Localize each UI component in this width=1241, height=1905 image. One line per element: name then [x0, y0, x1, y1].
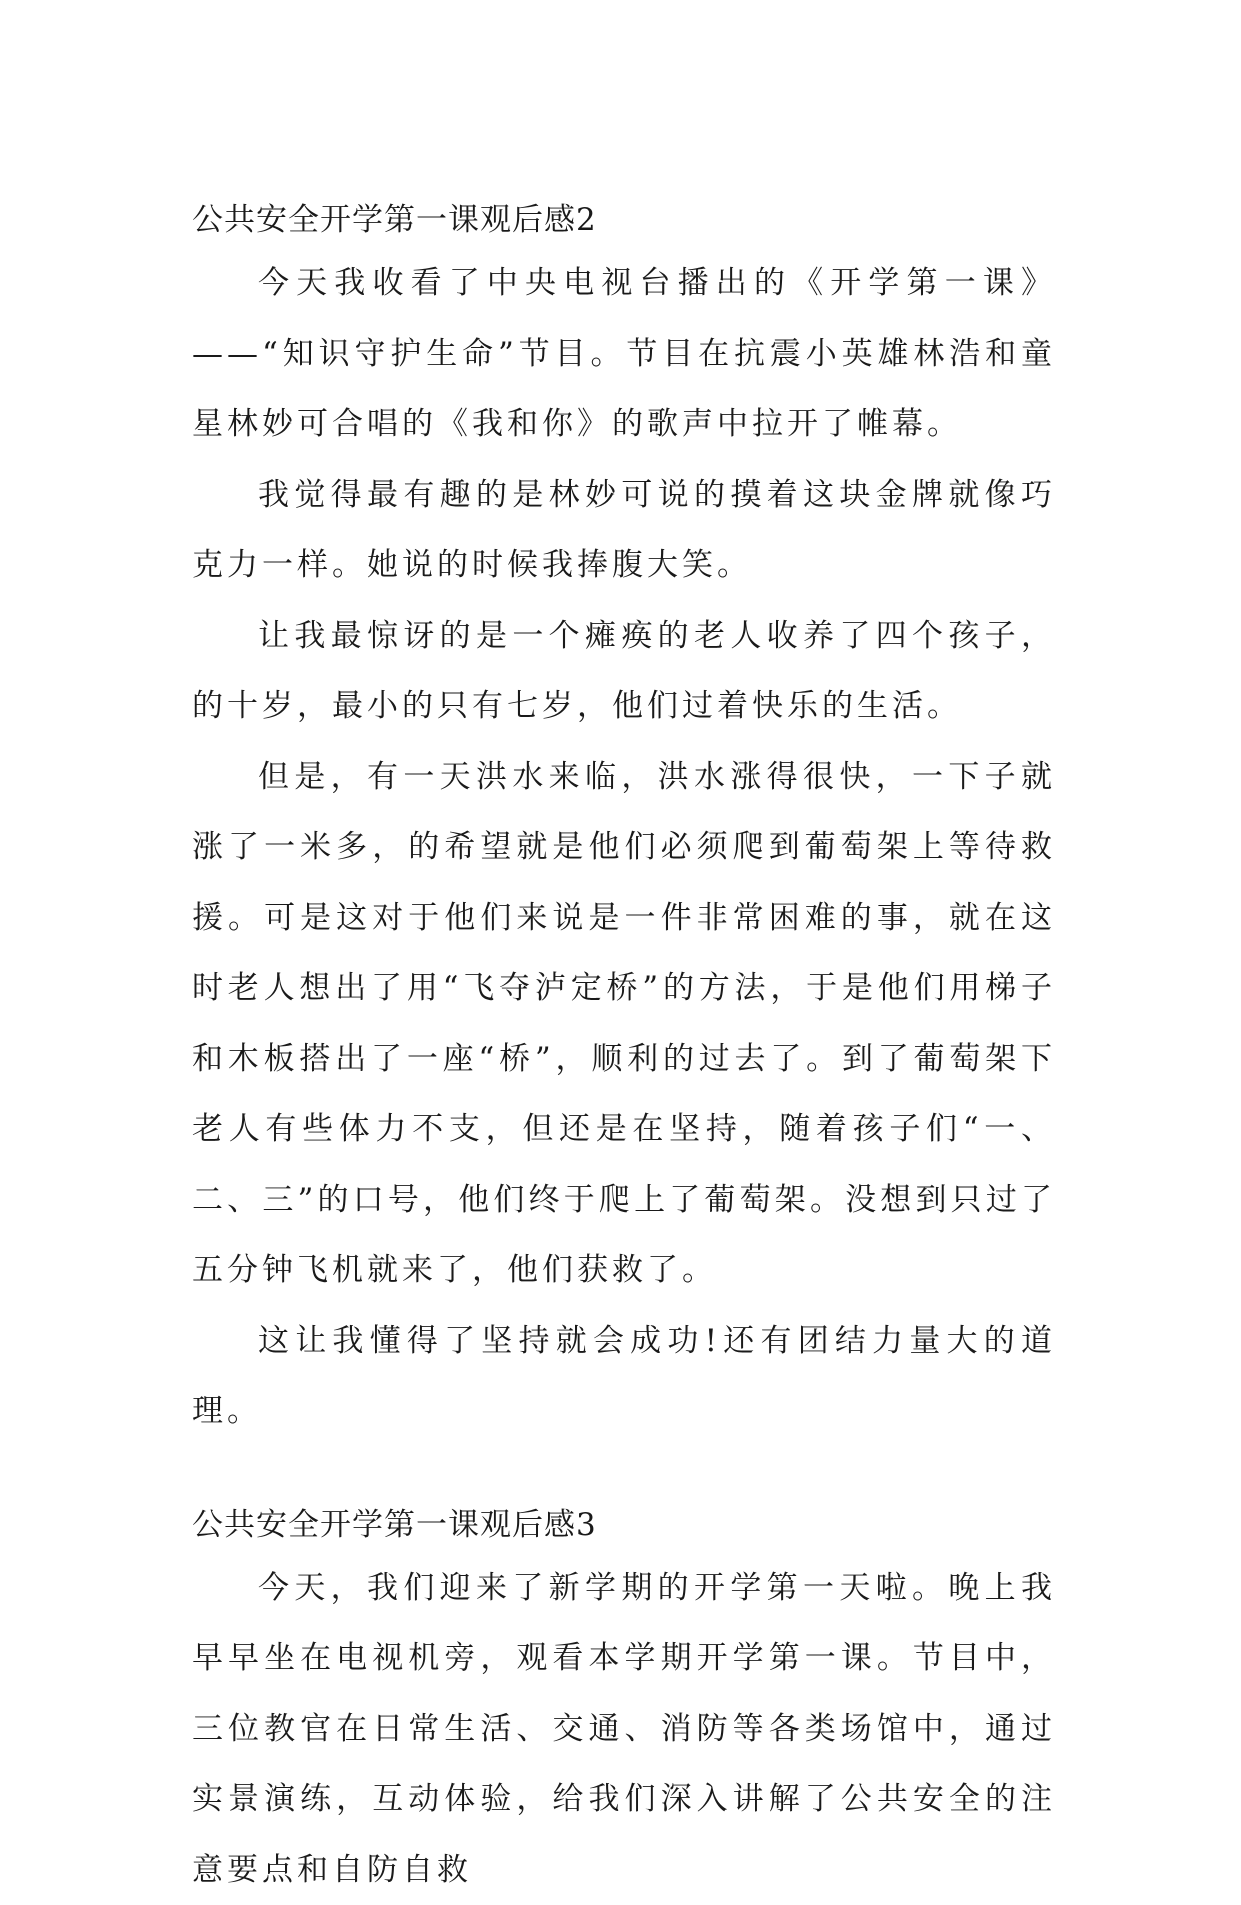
paragraph: 今天我收看了中央电视台播出的《开学第一课》——“知识守护生命”节目。节目在抗震小英雄林浩和童星林妙可合唱的《我和你》的歌声中拉开了帷幕。	[192, 248, 1056, 460]
essay-section-3	[192, 1497, 1056, 1905]
section-title: 公共安全开学第一课观后感2	[192, 192, 1056, 248]
paragraph: 今天，我们迎来了新学期的开学第一天啦。晚上我早早坐在电视机旁，观看本学期开学第一课。节目中，三位教官在日常生活、交通、消防等各类场馆中，通过实景演练，互动体验，给我们深入讲解了公共安全的注意要点和自防自救	[192, 1553, 1056, 1905]
paragraph: 这让我懂得了坚持就会成功!还有团结力量大的道理。	[192, 1306, 1056, 1447]
paragraph: 让我最惊讶的是一个瘫痪的老人收养了四个孩子，的十岁，最小的只有七岁，他们过着快乐的生活。	[192, 601, 1056, 742]
section-title: 公共安全开学第一课观后感3	[192, 1497, 1056, 1553]
essay-section-2	[192, 192, 1056, 1447]
paragraph: 但是，有一天洪水来临，洪水涨得很快，一下子就涨了一米多，的希望就是他们必须爬到葡萄架上等待救援。可是这对于他们来说是一件非常困难的事，就在这时老人想出了用“飞夺泸定桥”的方法，于是他们用梯子和木板搭出了一座“桥”，顺利的过去了。到了葡萄架下老人有些体力不支，但还是在坚持，随着孩子们“一、二、三”的口号，他们终于爬上了葡萄架。没想到只过了五分钟飞机就来了，他们获救了。	[192, 742, 1056, 1306]
paragraph: 我觉得最有趣的是林妙可说的摸着这块金牌就像巧克力一样。她说的时候我捧腹大笑。	[192, 460, 1056, 601]
section-spacer	[192, 1447, 1056, 1497]
document-page	[192, 192, 1056, 1905]
